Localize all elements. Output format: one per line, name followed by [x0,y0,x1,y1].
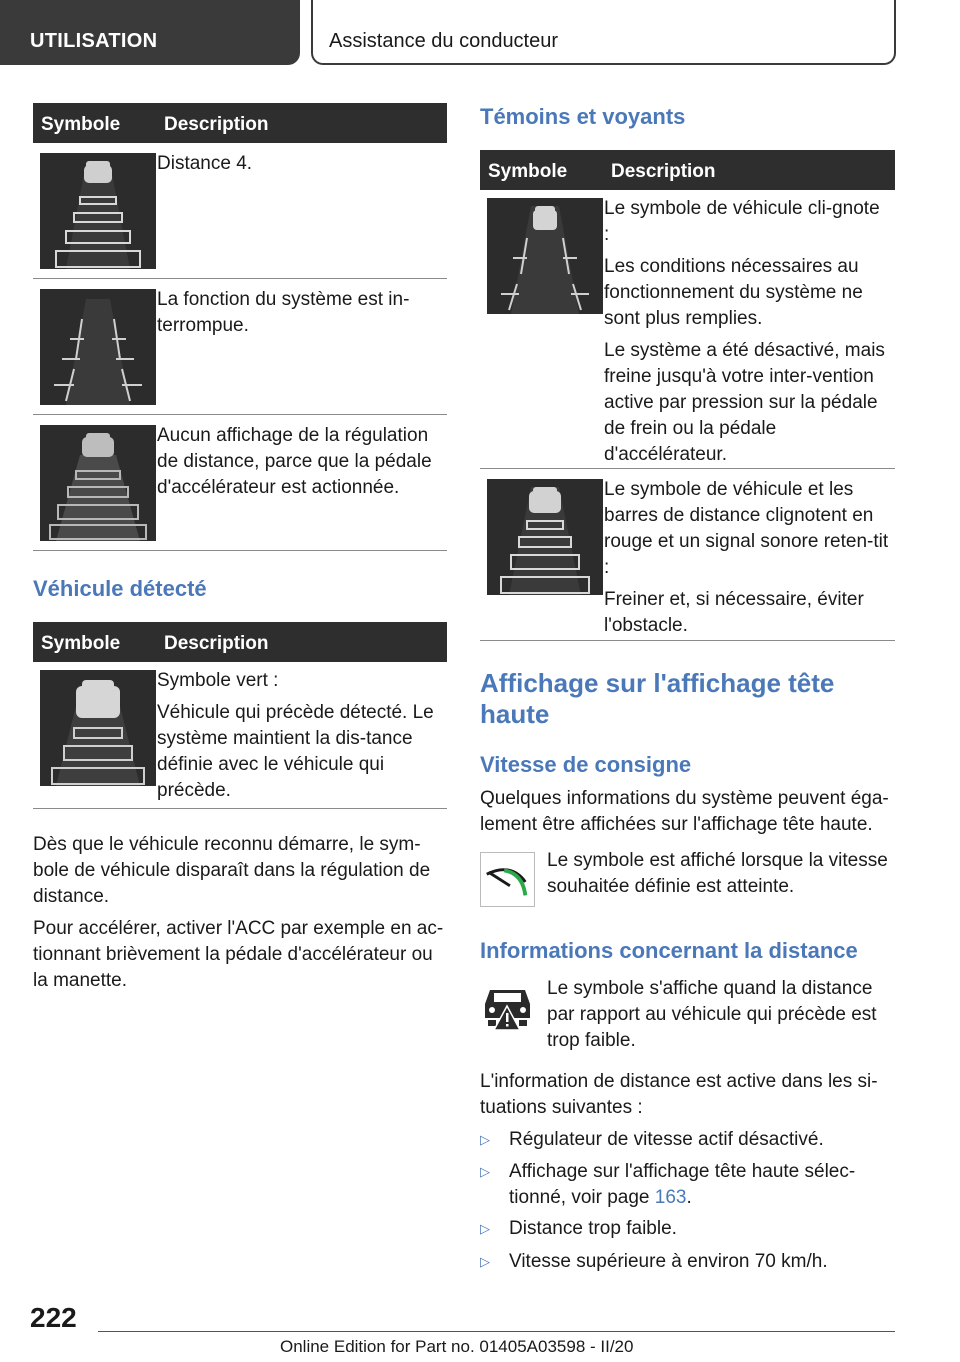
triangle-bullet-icon: ▷ [480,1132,490,1147]
list-item-text: Affichage sur l'affichage tête haute sélec-tionné, voir page 163. [509,1161,856,1208]
footer-edition: Online Edition for Part no. 01405A03598 - II/20 [280,1337,634,1356]
col-symbol: Symbole [41,114,121,135]
warnings-heading: Témoins et voyants [480,104,686,129]
page-link[interactable]: 163 [654,1187,687,1208]
row-text: Aucun affichage de la régulation de distance, parce que la pédale d'accélérateur est actionnée. [157,425,432,498]
triangle-bullet-icon: ▷ [480,1254,490,1269]
row-text: Les conditions nécessaires au fonctionnement du système ne sont plus remplies. [604,256,863,329]
col-description: Description [164,114,269,135]
distance-4-icon [40,153,156,269]
distance-info-heading: Informations concernant la distance [480,938,858,963]
header-chapter-label: Assistance du conducteur [329,30,559,52]
header-chapter-tab [311,0,896,65]
triangle-bullet-icon: ▷ [480,1164,490,1179]
list-item-text: Régulateur de vitesse actif désactivé. [509,1129,824,1150]
header-section-label: UTILISATION [30,30,158,52]
distance-info-text: L'information de distance est active dans les si-tuations suivantes : [480,1071,878,1118]
row-text: Le symbole de véhicule cli-gnote : [604,198,880,245]
row-text: La fonction du système est in-terrompue. [157,289,410,336]
row-text: Le symbole de véhicule et les barres de distance clignotent en rouge et un signal sonore reten-tit : [604,479,889,578]
table-row [33,415,447,551]
table-row [480,469,895,641]
hud-heading: Affichage sur l'affichage tête haute [480,668,835,729]
vehicle-detected-green-icon [40,670,156,786]
speedometer-icon [480,852,535,907]
warnings-table [480,150,895,641]
vehicle-detected-body [33,832,447,1000]
page-number: 222 [30,1302,77,1333]
table-row [33,662,447,809]
distance-warning-icon [480,980,535,1035]
header-section-tab [0,0,300,65]
triangle-bullet-icon: ▷ [480,1221,490,1236]
vehicle-detected-table [33,622,447,809]
set-speed-icon-text: Le symbole est affiché lorsque la vitesse souhaitée définie est atteinte. [547,850,888,897]
table-row [33,143,447,279]
row-text: Symbole vert : [157,670,279,691]
row-text: Véhicule qui précède détecté. Le système maintient la dis-tance définie avec le véhicule qui précède. [157,702,434,801]
paragraph: Dès que le véhicule reconnu démarre, le sym-bole de véhicule disparaît dans la régulation de distance. [33,834,431,907]
table-header [33,622,447,662]
row-text: Le système a été désactivé, mais freine jusqu'à votre inter-vention active par pression sur la pédale de frein ou la pédale d'accélérateur. [604,340,885,465]
distance-icon-text: Le symbole s'affiche quand la distance par rapport au véhicule qui précède est trop faible. [547,978,877,1051]
row-text: Freiner et, si nécessaire, éviter l'obstacle. [604,589,864,636]
set-speed-heading: Vitesse de consigne [480,752,692,777]
function-interrupted-icon [40,289,156,405]
vehicle-bars-red-icon [487,479,603,595]
table-header [33,103,447,143]
table-row [33,279,447,415]
table-header [480,150,895,190]
vehicle-flashing-icon [487,198,603,314]
set-speed-text: Quelques informations du système peuvent éga-lement être affichées sur l'affichage tête haute. [480,788,889,835]
row-text: Distance 4. [157,153,253,174]
distance-table [33,103,447,551]
table-row [480,190,895,469]
list-item-text: Distance trop faible. [509,1218,677,1239]
list-item-text: Vitesse supérieure à environ 70 km/h. [509,1251,828,1272]
paragraph: Pour accélérer, activer l'ACC par exemple en ac-tionnant brièvement la pédale d'accélérateur ou la manette. [33,918,444,991]
col-description: Description [164,633,269,654]
footer-divider [98,1331,895,1332]
col-symbol: Symbole [41,633,121,654]
no-display-icon [40,425,156,541]
col-symbol: Symbole [488,161,568,182]
vehicle-detected-heading: Véhicule détecté [33,576,207,601]
col-description: Description [611,161,716,182]
